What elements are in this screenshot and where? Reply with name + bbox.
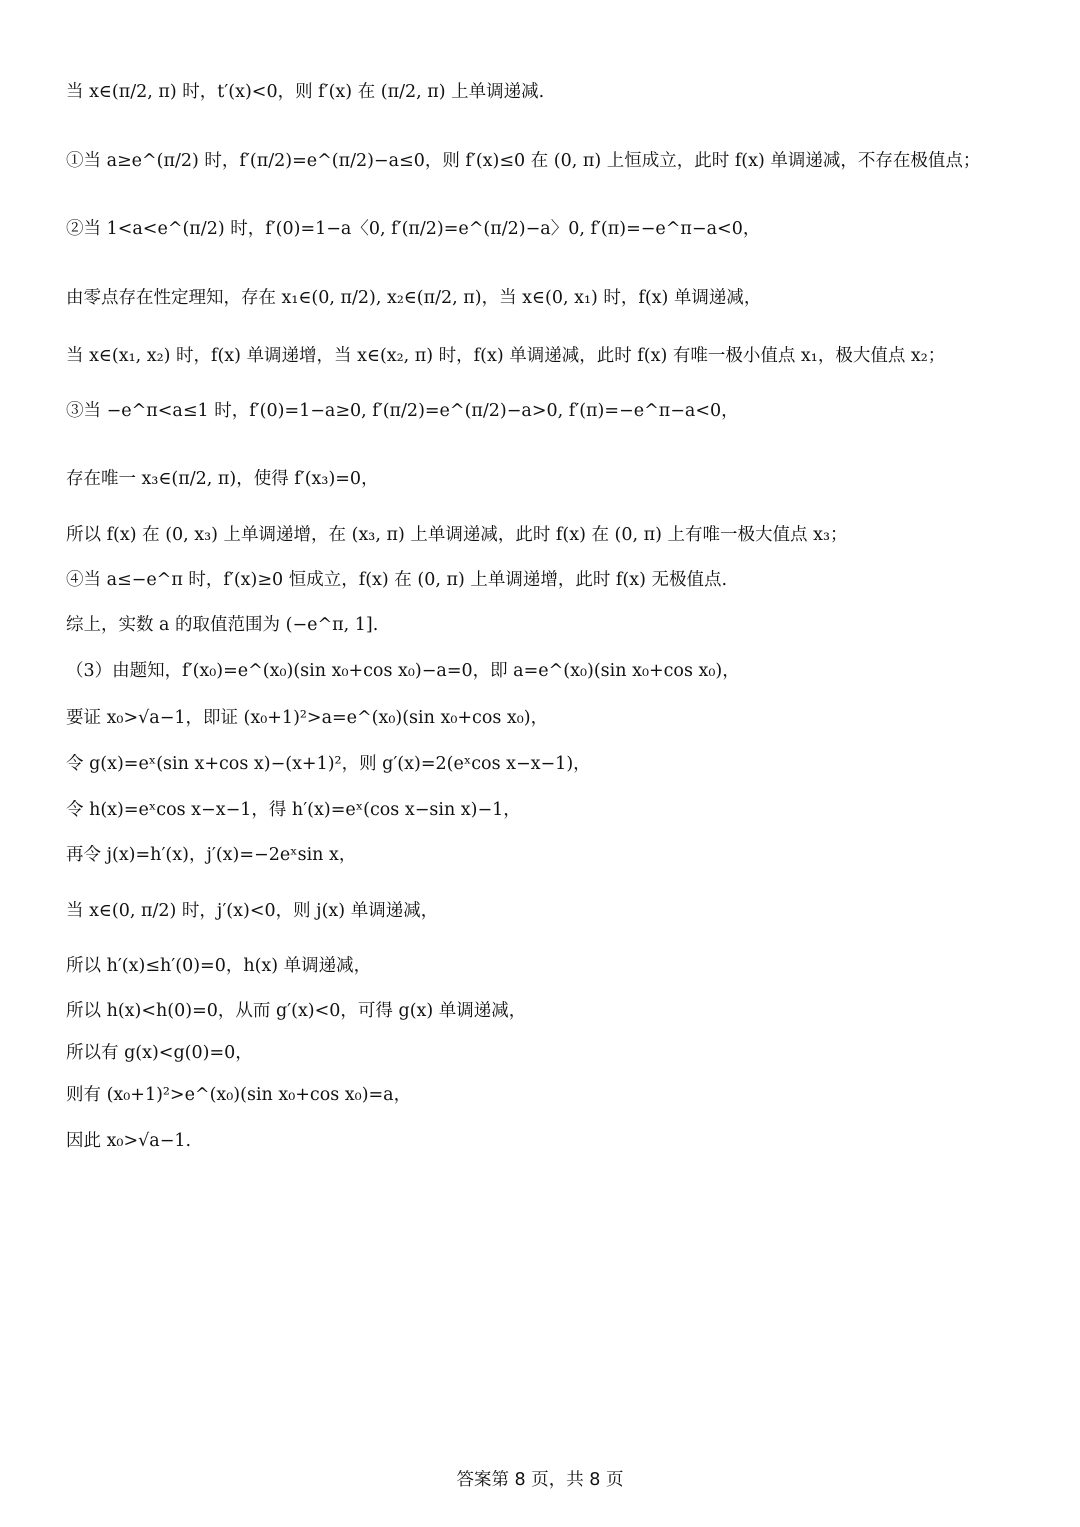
- solution-line-18: 所以 h(x)<h(0)=0，从而 g′(x)<0，可得 g(x) 单调递减，: [66, 1001, 527, 1021]
- solution-line-20: 则有 (x₀+1)²>e^(x₀)(sin x₀+cos x₀)=a，: [66, 1085, 412, 1105]
- solution-line-16: 当 x∈(0, π/2) 时，j′(x)<0，则 j(x) 单调递减，: [66, 901, 439, 921]
- solution-line-21: 因此 x₀>√a−1.: [66, 1131, 192, 1151]
- solution-line-1: 当 x∈(π/2, π) 时，t′(x)<0，则 f′(x) 在 (π/2, π) 上单调递减.: [66, 82, 545, 102]
- solution-line-10: 综上，实数 a 的取值范围为 (−e^π, 1].: [66, 615, 379, 635]
- solution-line-13: 令 g(x)=eˣ(sin x+cos x)−(x+1)²，则 g′(x)=2(eˣcos x−x−1)，: [66, 754, 591, 774]
- solution-line-12: 要证 x₀>√a−1，即证 (x₀+1)²>a=e^(x₀)(sin x₀+cos x₀)，: [66, 708, 549, 728]
- solution-line-5: 当 x∈(x₁, x₂) 时，f(x) 单调递增，当 x∈(x₂, π) 时，f(x) 单调递减，此时 f(x) 有唯一极小值点 x₁，极大值点 x₂；: [66, 346, 946, 366]
- solution-line-11: （3）由题知，f′(x₀)=e^(x₀)(sin x₀+cos x₀)−a=0，即 a=e^(x₀)(sin x₀+cos x₀)，: [66, 661, 740, 681]
- solution-line-6: ③当 −e^π<a≤1 时，f′(0)=1−a≥0, f′(π/2)=e^(π/2)−a>0, f′(π)=−e^π−a<0，: [66, 401, 739, 421]
- solution-line-3: ②当 1<a<e^(π/2) 时，f′(0)=1−a〈0, f′(π/2)=e^(π/2)−a〉0, f′(π)=−e^π−a<0，: [66, 219, 761, 239]
- solution-line-15: 再令 j(x)=h′(x)，j′(x)=−2eˣsin x，: [66, 845, 357, 865]
- page-footer: 答案第 8 页，共 8 页: [456, 1470, 624, 1490]
- solution-line-8: 所以 f(x) 在 (0, x₃) 上单调递增，在 (x₃, π) 上单调递减，此时 f(x) 在 (0, π) 上有唯一极大值点 x₃；: [66, 525, 848, 545]
- solution-line-4: 由零点存在性定理知，存在 x₁∈(0, π/2), x₂∈(π/2, π)，当 x∈(0, x₁) 时，f(x) 单调递减，: [66, 288, 762, 308]
- solution-line-9: ④当 a≤−e^π 时，f′(x)≥0 恒成立，f(x) 在 (0, π) 上单调递增，此时 f(x) 无极值点.: [66, 570, 728, 590]
- solution-line-7: 存在唯一 x₃∈(π/2, π)，使得 f′(x₃)=0，: [66, 469, 379, 489]
- solution-line-19: 所以有 g(x)<g(0)=0，: [66, 1043, 253, 1063]
- solution-line-14: 令 h(x)=eˣcos x−x−1，得 h′(x)=eˣ(cos x−sin x)−1，: [66, 800, 521, 820]
- solution-line-2: ①当 a≥e^(π/2) 时，f′(π/2)=e^(π/2)−a≤0，则 f′(x)≤0 在 (0, π) 上恒成立，此时 f(x) 单调递减，不存在极值点；: [66, 151, 981, 171]
- solution-line-17: 所以 h′(x)≤h′(0)=0，h(x) 单调递减，: [66, 956, 372, 976]
